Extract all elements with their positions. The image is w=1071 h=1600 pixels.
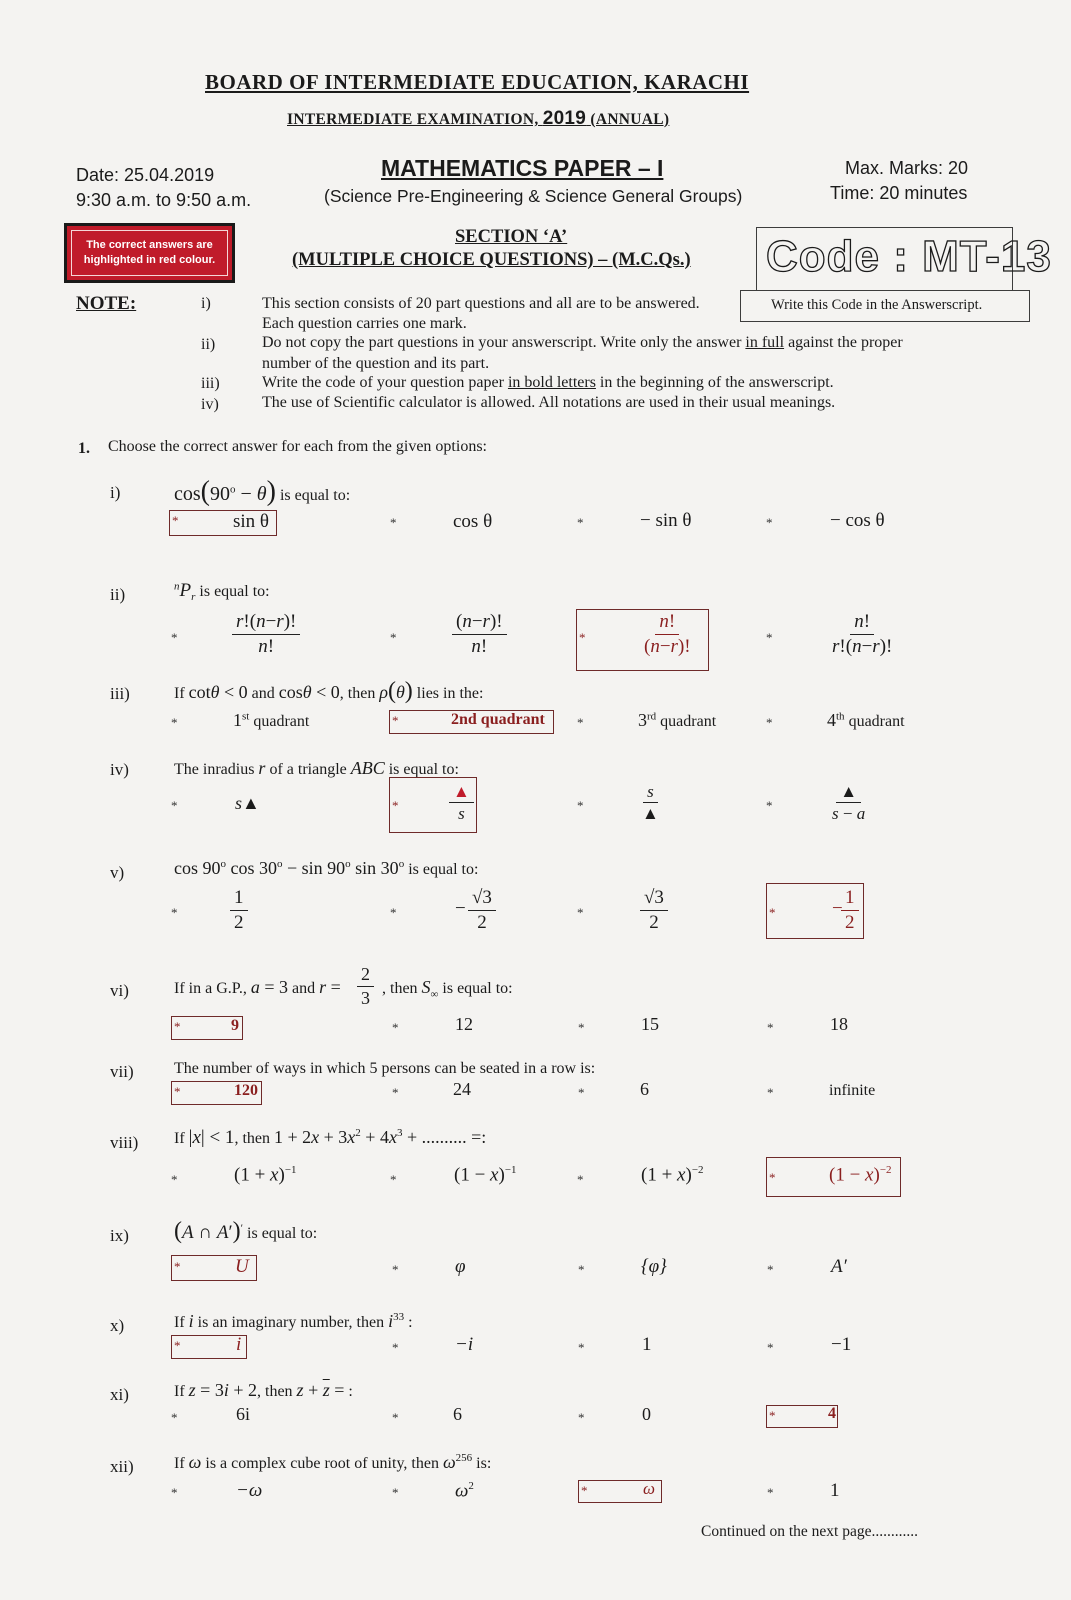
part-iv-opt-a: s▲	[235, 793, 260, 813]
part-vi-number: vi)	[110, 981, 129, 1000]
part-xi-mid: , then	[257, 1383, 293, 1400]
part-vi-opt-d-star: *	[767, 1020, 774, 1035]
note-text-3	[262, 374, 834, 392]
part-xi-opt-d: 4	[828, 1405, 836, 1422]
board-title: BOARD OF INTERMEDIATE EDUCATION, KARACHI	[205, 70, 750, 94]
part-vii-number: vii)	[110, 1062, 134, 1081]
part-i-tail: is equal to:	[279, 487, 351, 504]
part-iii-opt-d-star: *	[766, 715, 773, 730]
part-vi-opt-c: 15	[641, 1014, 659, 1034]
part-x-text: If i is an imaginary number, then $i^{33}$ :	[174, 1311, 413, 1331]
part-ii-opt-d: $\frac{n!}{r!(n-r)!}$	[832, 611, 893, 657]
part-i-opt-c-star: *	[577, 515, 584, 530]
part-vi-text: If in a G.P., a = 3 and r =	[174, 977, 341, 997]
badge-line-1: The correct answers are	[86, 239, 213, 251]
part-viii-opt-c-star: *	[577, 1172, 584, 1187]
continued-footer: Continued on the next page............	[701, 1523, 918, 1540]
part-viii-number: viii)	[110, 1133, 139, 1152]
part-iii-opt-d-suffix: th	[836, 710, 845, 723]
part-viii-opt-d: $(1 - x)^{-2}$	[829, 1164, 892, 1186]
part-ii-opt-c-star: *	[579, 630, 586, 645]
part-ii-tail: is equal to:	[199, 583, 270, 600]
part-vii-opt-d: infinite	[829, 1082, 876, 1099]
part-xi-opt-b-star: *	[392, 1410, 399, 1425]
part-i-opt-a: sin θ	[233, 511, 270, 532]
part-xi-opt-c-star: *	[578, 1410, 585, 1425]
part-iii-opt-b: 2nd quadrant	[451, 711, 545, 728]
part-iii-text: If cotθ < 0 and cosθ < 0, then ρ(θ) lies in the:	[174, 678, 484, 704]
part-xii-opt-d-star: *	[767, 1485, 774, 1500]
question-number: 1.	[78, 440, 90, 457]
part-x-opt-d: −1	[831, 1334, 852, 1355]
part-iii-tail: lies in the:	[416, 685, 484, 702]
part-iv-text: The inradius r of a triangle ABC is equal to:	[174, 758, 459, 778]
note-text-2a	[262, 334, 903, 352]
part-v-opt-b: $\frac{√3}{2}$	[468, 886, 496, 935]
part-xii-opt-b-base: ω	[455, 1480, 469, 1502]
note-text-2b: number of the question and its part.	[262, 355, 490, 372]
part-iii-opt-d-ordinal: 4	[827, 710, 836, 730]
part-ix-opt-c-star: *	[578, 1262, 585, 1277]
part-v-tail: is equal to:	[408, 861, 479, 878]
part-iii-opt-c-ordinal: 3	[638, 710, 647, 730]
part-vi-pre: If in a G.P.,	[174, 980, 247, 997]
part-x-opt-b-star: *	[392, 1340, 399, 1355]
part-viii-then: , then	[234, 1130, 270, 1147]
part-iv-opt-c: s ▲	[642, 782, 659, 824]
note-label: NOTE:	[76, 293, 137, 314]
note-3-emph: in bold letters	[507, 374, 596, 391]
part-iii-opt-c	[638, 710, 716, 731]
part-iii-opt-c-label: quadrant	[660, 713, 717, 730]
part-vii-opt-b-star: *	[392, 1085, 399, 1100]
part-vi-opt-c-star: *	[578, 1020, 585, 1035]
part-iv-pre: The inradius	[174, 761, 255, 778]
part-iv-number: iv)	[110, 760, 129, 779]
part-xii-number: xii)	[110, 1457, 134, 1476]
part-v-opt-d: $\frac{1}{2}$	[841, 886, 859, 935]
part-ix-opt-c: {φ}	[641, 1256, 667, 1277]
part-ii-text: $^nP_r$ is equal to:	[174, 580, 270, 604]
part-iii-if: If	[174, 685, 185, 702]
part-v-opt-b-star: *	[390, 905, 397, 920]
part-v-opt-d-sign: −	[832, 898, 843, 919]
part-iii-and: and	[251, 685, 275, 702]
part-xi-pre: If	[174, 1383, 185, 1400]
part-xii-tail: is:	[476, 1455, 492, 1472]
code-instruction: Write this Code in the Answerscript.	[771, 297, 983, 313]
part-xi-number: xi)	[110, 1385, 129, 1404]
part-xi-opt-c: 0	[642, 1404, 651, 1424]
part-vii-opt-b: 24	[453, 1079, 471, 1099]
part-xii-opt-b-star: *	[392, 1485, 399, 1500]
part-i-opt-c: − sin θ	[640, 510, 692, 531]
part-v-opt-b-sign: −	[455, 898, 466, 919]
part-ii-opt-a-star: *	[171, 630, 178, 645]
part-iv-tail: is equal to:	[388, 761, 459, 778]
part-iii-opt-c-star: *	[577, 715, 584, 730]
part-vi-opt-b-star: *	[392, 1020, 399, 1035]
part-vi-opt-d: 18	[830, 1014, 848, 1034]
note-num-4: iv)	[201, 396, 219, 413]
note-num-1: i)	[201, 295, 211, 312]
part-xii-pre: If	[174, 1455, 185, 1472]
part-iii-opt-a-ordinal: 1	[233, 710, 242, 730]
part-ix-opt-d: A′	[831, 1256, 847, 1277]
badge-line-2: highlighted in red colour.	[83, 254, 216, 266]
part-x-pre: If	[174, 1314, 185, 1331]
part-i-opt-b: cos θ	[453, 511, 493, 532]
part-i-opt-a-star: *	[172, 513, 179, 528]
correct-answers-badge	[64, 223, 235, 283]
note-text-1b: Each question carries one mark.	[262, 315, 467, 332]
part-iv-opt-b-star: *	[392, 798, 399, 813]
part-iii-opt-a-suffix: st	[242, 710, 250, 723]
part-iii-opt-c-suffix: rd	[647, 710, 657, 723]
paper-title: MATHEMATICS PAPER – I	[381, 155, 664, 181]
part-ix-opt-a-star: *	[174, 1259, 181, 1274]
part-x-opt-a-star: *	[174, 1338, 181, 1353]
part-i-opt-d: − cos θ	[830, 510, 885, 531]
note-num-3: iii)	[201, 375, 220, 392]
part-i-text: $\cos(90^o - \theta)$ is equal to:	[174, 476, 351, 507]
part-i-number: i)	[110, 483, 121, 502]
part-xii-opt-c-star: *	[581, 1483, 588, 1498]
part-iv-opt-d-star: *	[766, 798, 773, 813]
part-x-opt-b: −i	[455, 1334, 474, 1355]
part-viii-opt-d-star: *	[769, 1170, 776, 1185]
exam-prefix: INTERMEDIATE EXAMINATION,	[287, 111, 539, 128]
part-vi-opt-a: 9	[231, 1017, 239, 1034]
part-v-opt-a: $\frac{1}{2}$	[230, 886, 248, 935]
part-iii-number: iii)	[110, 684, 130, 703]
part-iii-then: , then	[339, 685, 376, 702]
note-2-post: against the proper	[784, 334, 903, 351]
part-i-opt-d-star: *	[766, 515, 773, 530]
part-vii-opt-a: 120	[234, 1082, 258, 1099]
part-viii-text: If |x| < 1, then $1 + 2x + 3x^2 + 4x^3$ + .......... =:	[174, 1127, 487, 1148]
part-i-opt-b-star: *	[390, 515, 397, 530]
part-v-opt-c: $\frac{√3}{2}$	[640, 886, 668, 935]
part-iv-opt-c-star: *	[577, 798, 584, 813]
part-v-opt-c-star: *	[577, 905, 584, 920]
note-3-pre: Write the code of your question paper	[262, 374, 508, 391]
part-v-opt-d-star: *	[769, 905, 776, 920]
part-ix-opt-b: φ	[455, 1256, 466, 1277]
part-xi-opt-d-star: *	[769, 1408, 776, 1423]
part-ix-opt-a: U	[235, 1256, 249, 1277]
part-iv-mid: of a triangle	[269, 761, 347, 778]
part-ii-opt-b-star: *	[390, 630, 397, 645]
part-vii-text: The number of ways in which 5 persons can be seated in a row is:	[174, 1060, 596, 1077]
part-x-mid: is an imaginary number, then	[197, 1314, 385, 1331]
part-iv-opt-d: ▲ s − a	[832, 782, 866, 824]
part-iii-opt-d	[827, 710, 905, 731]
exam-time-range: 9:30 a.m. to 9:50 a.m.	[76, 190, 252, 210]
part-iii-opt-a-label: quadrant	[253, 713, 310, 730]
part-vi-text-b: , then $S_\infty$ is equal to:	[382, 977, 513, 1001]
part-x-number: x)	[110, 1316, 125, 1335]
part-iii-opt-a	[233, 710, 309, 731]
part-vii-opt-a-star: *	[174, 1084, 181, 1099]
paper-groups: (Science Pre-Engineering & Science General Groups)	[324, 186, 743, 206]
part-ii-number: ii)	[110, 585, 126, 604]
part-iv-opt-a-star: *	[171, 798, 178, 813]
part-ii-opt-a: $\frac{r!(n-r)!}{n!}$	[232, 610, 300, 659]
code-label: Code : MT-13	[766, 232, 1052, 281]
question-instruction: Choose the correct answer for each from the given options:	[108, 438, 487, 455]
exam-year: 2019	[542, 108, 587, 129]
part-iii-opt-a-star: *	[171, 715, 178, 730]
part-xii-opt-a: −ω	[236, 1480, 263, 1501]
exam-suffix: (ANNUAL)	[590, 111, 670, 128]
part-x-opt-d-star: *	[767, 1340, 774, 1355]
part-viii-opt-b-star: *	[390, 1172, 397, 1187]
part-xii-text: If ω is a complex cube root of unity, then $\omega^{256}$ is:	[174, 1452, 492, 1472]
part-v-opt-a-star: *	[171, 905, 178, 920]
note-text-4: The use of Scientific calculator is allowed. All notations are used in their usual meanings.	[262, 394, 836, 411]
part-xii-opt-d: 1	[830, 1480, 840, 1501]
part-iv-opt-b: ▲ s	[449, 781, 474, 825]
part-xi-text: If z = 3i + 2, then $z + \overline{z}$ = :	[174, 1380, 353, 1400]
part-x-opt-c: 1	[642, 1334, 652, 1355]
part-xii-opt-a-star: *	[171, 1485, 178, 1500]
part-ix-opt-d-star: *	[767, 1262, 774, 1277]
part-vii-opt-d-star: *	[767, 1085, 774, 1100]
part-vi-ratio: $\frac{2}{3}$	[357, 963, 374, 1010]
part-ii-opt-b: $\frac{(n-r)!}{n!}$	[452, 610, 507, 659]
part-xii-opt-c: ω	[643, 1479, 656, 1498]
part-ix-opt-b-star: *	[392, 1262, 399, 1277]
part-iii-opt-b-star: *	[392, 713, 399, 728]
section-title: SECTION ‘A’	[455, 227, 568, 247]
max-marks: Max. Marks: 20	[845, 158, 969, 178]
note-2-pre: Do not copy the part questions in your answerscript. Write only the answer	[262, 334, 746, 351]
note-num-2: ii)	[201, 336, 216, 353]
exam-date: Date: 25.04.2019	[76, 165, 215, 185]
part-xii-mid: is a complex cube root of unity, then	[205, 1455, 439, 1472]
part-iii-opt-d-label: quadrant	[848, 713, 905, 730]
note-3-post: in the beginning of the answerscript.	[595, 374, 834, 391]
part-ii-opt-d-star: *	[766, 630, 773, 645]
exam-title	[287, 108, 669, 130]
part-xii-opt-b: $\omega^2$	[455, 1480, 474, 1502]
part-x-opt-c-star: *	[578, 1340, 585, 1355]
part-xi-opt-a-star: *	[171, 1410, 178, 1425]
part-ix-tail: is equal to:	[247, 1225, 318, 1242]
part-ix-text: (A ∩ A′)′ is equal to:	[174, 1218, 318, 1244]
part-viii-if: If	[174, 1130, 185, 1147]
part-v-number: v)	[110, 863, 125, 882]
part-vi-opt-b: 12	[455, 1014, 473, 1034]
part-vii-opt-c: 6	[640, 1079, 649, 1099]
part-xi-opt-b: 6	[453, 1404, 462, 1424]
duration: Time: 20 minutes	[830, 183, 968, 203]
part-vi-then: , then	[382, 980, 418, 997]
part-viii-opt-a-star: *	[171, 1172, 178, 1187]
part-vi-tail: is equal to:	[442, 980, 513, 997]
part-viii-opt-a: $(1 + x)^{-1}$	[234, 1164, 297, 1186]
part-vi-opt-a-star: *	[174, 1019, 181, 1034]
part-ix-number: ix)	[110, 1226, 129, 1245]
note-2-emph: in full	[745, 334, 785, 351]
section-subtitle: (MULTIPLE CHOICE QUESTIONS) – (M.C.Qs.)	[292, 250, 691, 270]
part-xi-opt-a: 6i	[236, 1404, 251, 1424]
part-viii-opt-c: $(1 + x)^{-2}$	[641, 1164, 704, 1186]
part-viii-opt-b: $(1 - x)^{-1}$	[454, 1164, 517, 1186]
part-vii-opt-c-star: *	[578, 1085, 585, 1100]
note-text-1a: This section consists of 20 part questions and all are to be answered.	[262, 295, 700, 312]
part-ii-opt-c: $\frac{n!}{(n-r)!}$	[644, 611, 691, 657]
part-v-text: cos 90$^o$ $\cos 30^o - \sin 90^o$ sin 30$^o$ is equal to:	[174, 858, 479, 878]
part-vi-mid: and	[292, 980, 316, 997]
part-x-opt-a: i	[236, 1334, 242, 1355]
